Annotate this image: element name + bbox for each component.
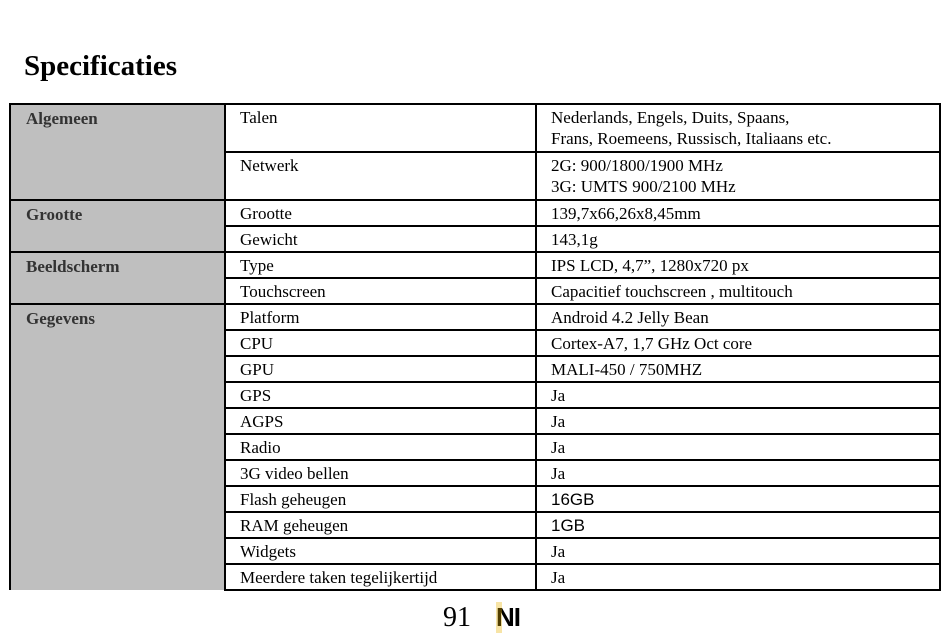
spec-value: Capacitief touchscreen , multitouch bbox=[536, 278, 940, 304]
category-cell bbox=[10, 152, 225, 200]
category-cell: Beeldscherm bbox=[10, 252, 225, 278]
table-row bbox=[10, 356, 940, 382]
table-row bbox=[10, 104, 940, 152]
spec-value: Cortex-A7, 1,7 GHz Oct core bbox=[536, 330, 940, 356]
table-row bbox=[10, 408, 940, 434]
table-row bbox=[10, 512, 940, 538]
table-row bbox=[10, 304, 940, 330]
spec-label: Netwerk bbox=[225, 152, 536, 200]
table-row bbox=[10, 200, 940, 226]
table-row bbox=[10, 564, 940, 590]
spec-label: Talen bbox=[225, 104, 536, 152]
spec-value: MALI-450 / 750MHZ bbox=[536, 356, 940, 382]
table-row bbox=[10, 278, 940, 304]
spec-label: GPU bbox=[225, 356, 536, 382]
table-row bbox=[10, 152, 940, 200]
table-row bbox=[10, 226, 940, 252]
spec-value: 143,1g bbox=[536, 226, 940, 252]
spec-value bbox=[536, 104, 940, 152]
spec-value: 139,7x66,26x8,45mm bbox=[536, 200, 940, 226]
table-row bbox=[10, 252, 940, 278]
spec-label: Flash geheugen bbox=[225, 486, 536, 512]
category-cell bbox=[10, 226, 225, 252]
category-cell: Algemeen bbox=[10, 104, 225, 152]
table-row bbox=[10, 330, 940, 356]
category-cell bbox=[10, 330, 225, 356]
spec-value-line: Frans, Roemeens, Russisch, Italiaans etc. bbox=[551, 129, 832, 148]
spec-label: Radio bbox=[225, 434, 536, 460]
spec-label: Gewicht bbox=[225, 226, 536, 252]
language-mark: NI bbox=[496, 602, 520, 632]
spec-label: CPU bbox=[225, 330, 536, 356]
category-cell bbox=[10, 278, 225, 304]
spec-label: Grootte bbox=[225, 200, 536, 226]
spec-label: Platform bbox=[225, 304, 536, 330]
category-cell bbox=[10, 434, 225, 460]
spec-value-line: 2G: 900/1800/1900 MHz bbox=[551, 156, 723, 175]
page-title: Specificaties bbox=[24, 50, 178, 82]
page-number: 91 bbox=[443, 602, 471, 633]
spec-label: 3G video bellen bbox=[225, 460, 536, 486]
category-cell bbox=[10, 408, 225, 434]
table-row bbox=[10, 486, 940, 512]
table-row bbox=[10, 434, 940, 460]
category-cell bbox=[10, 382, 225, 408]
spec-value: Ja bbox=[536, 564, 940, 590]
category-cell: Grootte bbox=[10, 200, 225, 226]
spec-label: AGPS bbox=[225, 408, 536, 434]
spec-value: 1GB bbox=[536, 512, 940, 538]
category-cell bbox=[10, 538, 225, 564]
category-cell bbox=[10, 460, 225, 486]
category-cell bbox=[10, 564, 225, 590]
spec-label: RAM geheugen bbox=[225, 512, 536, 538]
table-row bbox=[10, 382, 940, 408]
spec-value-line: 3G: UMTS 900/2100 MHz bbox=[551, 177, 736, 196]
spec-label: GPS bbox=[225, 382, 536, 408]
spec-value: 16GB bbox=[536, 486, 940, 512]
category-cell bbox=[10, 356, 225, 382]
spec-value-line: Nederlands, Engels, Duits, Spaans, bbox=[551, 108, 790, 127]
spec-label: Widgets bbox=[225, 538, 536, 564]
category-cell: Gegevens bbox=[10, 304, 225, 330]
spec-value bbox=[536, 152, 940, 200]
table-row bbox=[10, 538, 940, 564]
spec-label: Touchscreen bbox=[225, 278, 536, 304]
specifications-table bbox=[9, 103, 941, 591]
page-footer bbox=[443, 602, 520, 634]
spec-value: IPS LCD, 4,7”, 1280x720 px bbox=[536, 252, 940, 278]
spec-value: Ja bbox=[536, 382, 940, 408]
category-cell bbox=[10, 486, 225, 512]
spec-value: Ja bbox=[536, 408, 940, 434]
table-row bbox=[10, 460, 940, 486]
spec-value: Android 4.2 Jelly Bean bbox=[536, 304, 940, 330]
spec-label: Type bbox=[225, 252, 536, 278]
spec-value: Ja bbox=[536, 434, 940, 460]
spec-value: Ja bbox=[536, 460, 940, 486]
spec-value: Ja bbox=[536, 538, 940, 564]
category-cell bbox=[10, 512, 225, 538]
spec-label: Meerdere taken tegelijkertijd bbox=[225, 564, 536, 590]
